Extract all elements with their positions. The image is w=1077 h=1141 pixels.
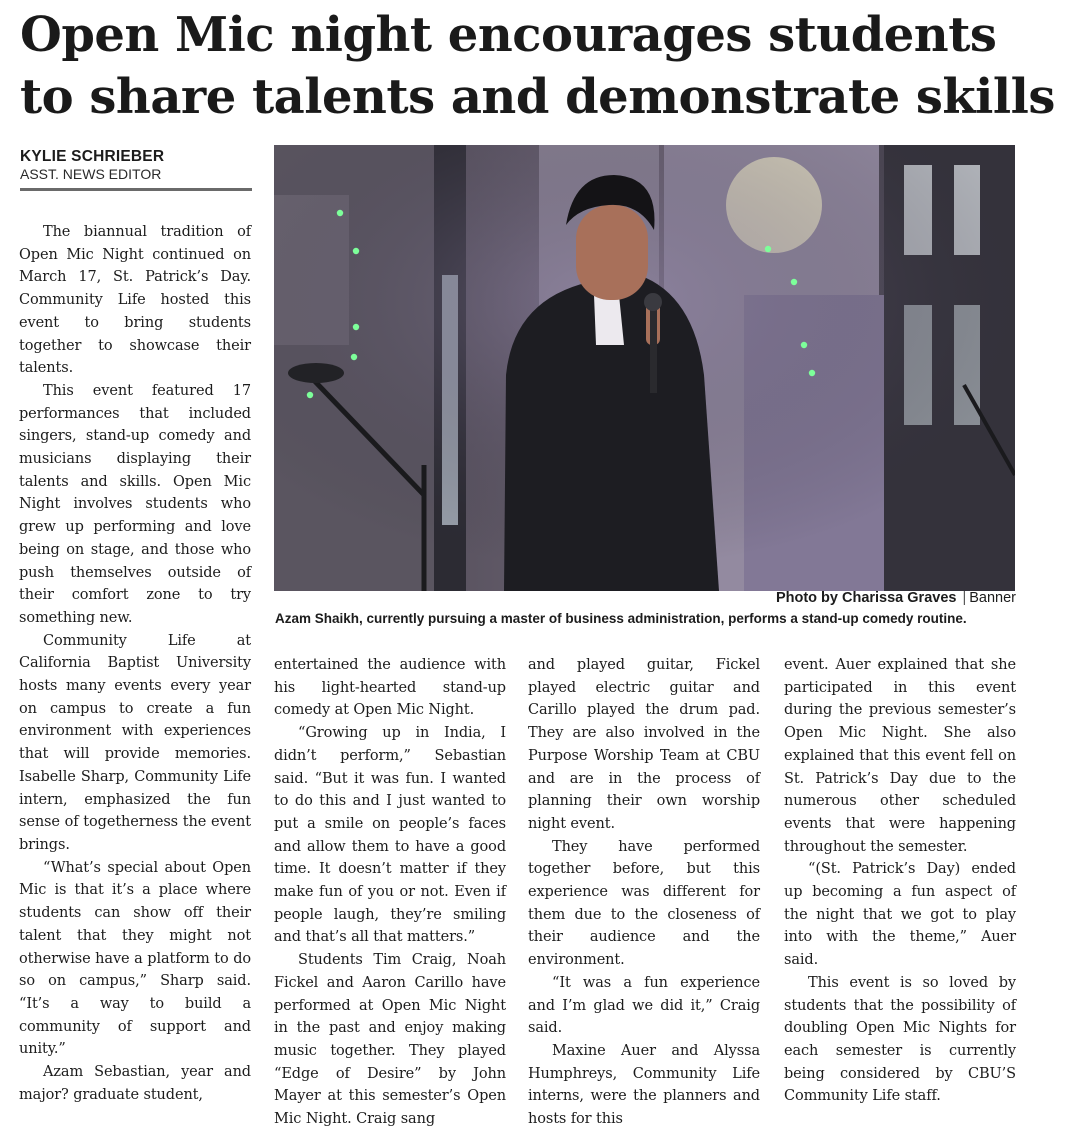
- article-column-1: [19, 221, 251, 1106]
- headline: Open Mic night encourages students to share talents and demonstrate skills: [20, 7, 1055, 125]
- photo-caption: Azam Shaikh, currently pursuing a master of business administration, performs a stand-up comedy routine.: [275, 611, 967, 626]
- paragraph: Maxine Auer and Alyssa Humphreys, Community Life interns, were the planners and hosts for this: [528, 1042, 760, 1128]
- paragraph: This event is so loved by students that the possibility of doubling Open Mic Nights for each semester is currently being considered by CBU’S Community Life staff.: [784, 974, 1016, 1105]
- credit-name: Photo by Charissa Graves: [775, 590, 957, 606]
- paragraph: Azam Sebastian, year and major? graduate student,: [19, 1064, 251, 1103]
- credit-separator: |: [962, 590, 967, 606]
- paragraph: They have performed together before, but this experience was different for them due to the closeness of their audience and the environment.: [528, 838, 760, 969]
- article-column-2: [274, 654, 506, 1131]
- paragraph: event. Auer explained that she participated in this event during the previous semester’s Open Mic Night. She also explained that this event fell on St. Patrick’s Day due to the numerous other scheduled events that were happening throughout the semester.: [784, 657, 1016, 855]
- paragraph: entertained the audience with his light-hearted stand-up comedy at Open Mic Night.: [274, 657, 506, 719]
- paragraph: This event featured 17 performances that included singers, stand-up comedy and musicians displaying their talents and skills. Open Mic Night involves students who grew up performing and love being on stage, and those who push themselves outside of their comfort zone to try something new.: [19, 382, 251, 626]
- paragraph: “What’s special about Open Mic is that it’s a place where students can show off their talent that they might not otherwise have a platform to do so on campus,” Sharp said. “It’s a way to build a community of support and unity.”: [19, 859, 251, 1058]
- article-column-3: [528, 654, 760, 1131]
- paragraph: Students Tim Craig, Noah Fickel and Aaron Carillo have performed at Open Mic Night in the past and enjoy making music together. They played “Edge of Desire” by John Mayer at this semester’s Open Mic Night. Craig sang: [274, 952, 506, 1128]
- article-column-4: [784, 654, 1016, 1108]
- credit-outlet: Banner: [969, 590, 1016, 606]
- photo-credit: [700, 589, 1016, 607]
- author-name: KYLIE SCHRIEBER: [20, 148, 165, 165]
- paragraph: “It was a fun experience and I’m glad we did it,” Craig said.: [528, 974, 760, 1037]
- byline: [20, 148, 252, 191]
- paragraph: Community Life at California Baptist University hosts many events every year on campus to create a fun environment with experiences that will provide memories. Isabelle Sharp, Community Life intern, emphasized the fun sense of togetherness the event brings.: [19, 632, 251, 853]
- performer-photo: [274, 145, 1015, 591]
- byline-rule: [20, 188, 252, 191]
- paragraph: The biannual tradition of Open Mic Night continued on March 17, St. Patrick’s Day. Community Life hosted this event to bring students together to showcase their talents.: [19, 224, 251, 377]
- author-title: ASST. NEWS EDITOR: [20, 166, 162, 182]
- paragraph: and played guitar, Fickel played electric guitar and Carillo played the drum pad. They are also involved in the Purpose Worship Team at CBU and are in the process of planning their own worship night event.: [528, 657, 760, 832]
- paragraph: “Growing up in India, I didn’t perform,” Sebastian said. “But it was fun. I wanted to do this and I just wanted to put a smile on people’s faces and allow them to have a good time. It doesn’t matter if they make fun of you or not. Even if people laugh, they’re smiling and that’s all that matters.”: [274, 725, 506, 946]
- paragraph: “(St. Patrick’s Day) ended up becoming a fun aspect of the night that we got to play into with the theme,” Auer said.: [784, 861, 1016, 969]
